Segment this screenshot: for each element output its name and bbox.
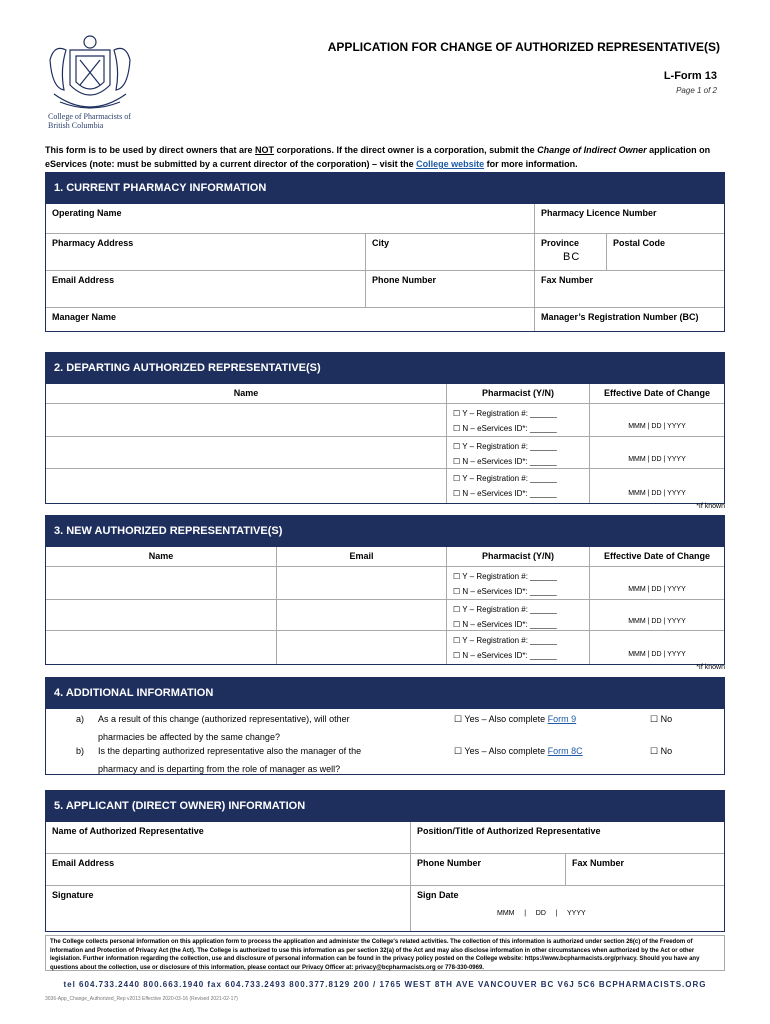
operating-name-field[interactable]: Operating Name [46, 204, 535, 234]
phone-number-field[interactable]: Phone Number [366, 271, 535, 308]
intro-text: This form is to be used by direct owners that are NOT corporations. If the direct owner is a corporation, submit the Change of Indirect Owner application on eServices (note: must be submitted by a current director of the corporation) – visit the College website for more information. [45, 145, 711, 169]
col-pharmacist-header: Pharmacist (Y/N) [447, 547, 590, 567]
sign-date-field[interactable]: Sign Date MMM | DD | YYYY [411, 886, 724, 931]
departing-pharmacist-2[interactable]: ☐ Y – Registration #: ______ ☐ N – eServices ID*: ______ [447, 437, 590, 469]
question-a-label: a) [76, 714, 85, 724]
question-b-yes[interactable]: ☐ Yes – Also complete Form 8C [454, 746, 583, 756]
question-a-no[interactable]: ☐ No [650, 714, 673, 724]
college-website-link[interactable]: College website [416, 159, 485, 169]
section-4-header: 4. ADDITIONAL INFORMATION [46, 678, 724, 709]
section-3-header: 3. NEW AUTHORIZED REPRESENTATIVE(S) [46, 516, 724, 547]
new-email-2[interactable] [277, 600, 447, 631]
page-number: Page 1 of 2 [676, 86, 717, 95]
section-current-pharmacy [45, 172, 725, 332]
new-pharmacist-2[interactable]: ☐ Y – Registration #: ______ ☐ N – eServices ID*: ______ [447, 600, 590, 631]
applicant-email-field[interactable]: Email Address [46, 854, 411, 886]
new-date-2[interactable]: MMM | DD | YYYY [590, 600, 724, 631]
applicant-fax-field[interactable]: Fax Number [566, 854, 724, 886]
question-b-no[interactable]: ☐ No [650, 746, 673, 756]
departing-name-3[interactable] [46, 469, 447, 503]
signature-field[interactable]: Signature [46, 886, 411, 931]
document-id: 3036-App_Change_Authorized_Rep v2013 Effective 2020-03-16 (Revised 2021-02-17) [45, 996, 238, 1002]
question-b-text: Is the departing authorized representative also the manager of the pharmacy and is departing from the role of manager as well? [98, 746, 362, 774]
postal-code-field[interactable]: Postal Code [607, 234, 724, 271]
section-new-rep [45, 515, 725, 665]
col-date-header: Effective Date of Change [590, 384, 724, 404]
new-email-3[interactable] [277, 631, 447, 664]
col-name-header: Name [46, 547, 277, 567]
section-additional-info [45, 677, 725, 775]
pharmacy-address-field[interactable]: Pharmacy Address [46, 234, 366, 271]
new-name-1[interactable] [46, 567, 277, 600]
new-pharmacist-3[interactable]: ☐ Y – Registration #: ______ ☐ N – eServices ID*: ______ [447, 631, 590, 664]
email-address-field[interactable]: Email Address [46, 271, 366, 308]
if-known-note: *If known [696, 664, 725, 671]
col-pharmacist-header: Pharmacist (Y/N) [447, 384, 590, 404]
new-name-2[interactable] [46, 600, 277, 631]
section-1-header: 1. CURRENT PHARMACY INFORMATION [46, 173, 724, 204]
form-title: APPLICATION FOR CHANGE OF AUTHORIZED REPRESENTATIVE(S) [327, 40, 720, 54]
departing-name-1[interactable] [46, 404, 447, 437]
new-email-1[interactable] [277, 567, 447, 600]
applicant-phone-field[interactable]: Phone Number [411, 854, 566, 886]
departing-date-3[interactable]: MMM | DD | YYYY [628, 490, 686, 497]
manager-name-field[interactable]: Manager Name [46, 308, 535, 331]
departing-date-1[interactable]: MMM | DD | YYYY [590, 404, 724, 437]
province-value: BC [563, 251, 581, 263]
if-known-note: *If known [696, 503, 725, 510]
question-a-text: As a result of this change (authorized representative), will other pharmacies be affected by the same change? [98, 714, 350, 742]
form-9-link[interactable]: Form 9 [547, 714, 577, 724]
departing-name-2[interactable] [46, 437, 447, 469]
new-date-1[interactable]: MMM | DD | YYYY [590, 567, 724, 600]
departing-date-2[interactable]: MMM | DD | YYYY [590, 437, 724, 469]
new-pharmacist-1[interactable]: ☐ Y – Registration #: ______ ☐ N – eServices ID*: ______ [447, 567, 590, 600]
departing-pharmacist-1[interactable]: ☐ Y – Registration #: ______ ☐ N – eServices ID*: ______ [447, 404, 590, 437]
col-name-header: Name [46, 384, 447, 404]
new-date-3[interactable]: MMM | DD | YYYY [628, 651, 686, 658]
privacy-notice: The College collects personal information on this application form to process the application and administer the College's related activities. The collection of this information is authorized under section 26(c) of the Freedom of Information and Protection of Privacy Act (the Act). The College is authorized to use this information as per section 32(a) of the Act and may also disclose information in other circumstances when authorized by the Act or other legislation. Further information regarding the collection, use and disclosure of personal information can be found in the privacy policy posted on the College website: https://www.bcpharmacists.org/privacy. Should you have any questions about the collection, use or disclosure of this information, please contact our Privacy Officer at: privacy@bcpharmacists.org or 778-330-0969. [45, 935, 725, 971]
section-departing-rep [45, 352, 725, 504]
city-field[interactable]: City [366, 234, 535, 271]
position-title-field[interactable]: Position/Title of Authorized Representative [411, 822, 724, 854]
question-b-label: b) [76, 746, 85, 756]
manager-registration-field[interactable]: Manager’s Registration Number (BC) [541, 312, 699, 322]
section-2-header: 2. DEPARTING AUTHORIZED REPRESENTATIVE(S) [46, 353, 724, 384]
licence-number-field[interactable]: Pharmacy Licence Number [535, 204, 724, 234]
departing-pharmacist-3[interactable]: ☐ Y – Registration #: ______ ☐ N – eServices ID*: ______ [447, 469, 590, 503]
sign-date-format: MMM | DD | YYYY [497, 910, 586, 917]
section-applicant-info [45, 790, 725, 932]
form-id: L-Form 13 [663, 70, 717, 82]
new-name-3[interactable] [46, 631, 277, 664]
province-field[interactable]: Province BC [535, 234, 607, 271]
fax-number-field[interactable]: Fax Number [535, 271, 724, 308]
col-date-header: Effective Date of Change [590, 547, 724, 567]
form-8c-link[interactable]: Form 8C [547, 746, 583, 756]
section-5-header: 5. APPLICANT (DIRECT OWNER) INFORMATION [46, 791, 724, 822]
rep-name-field[interactable]: Name of Authorized Representative [46, 822, 411, 854]
logo-text: College of Pharmacists of British Columbia [48, 112, 131, 130]
question-a-yes[interactable]: ☐ Yes – Also complete Form 9 [454, 714, 577, 724]
contact-info: tel 604.733.2440 800.663.1940 fax 604.733.2493 800.377.8129 200 / 1765 WEST 8TH AVE VANCOUVER BC V6J 5C6 BCPHARMACISTS.ORG [63, 980, 707, 989]
col-email-header: Email [277, 547, 447, 567]
